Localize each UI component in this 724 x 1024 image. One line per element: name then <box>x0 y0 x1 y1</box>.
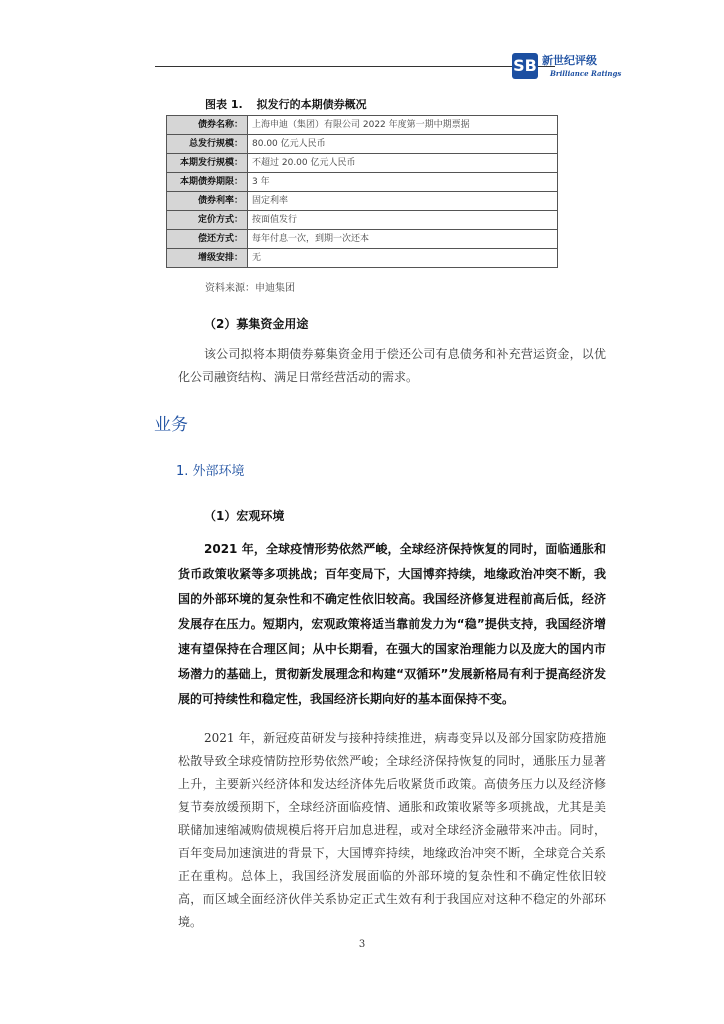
macro-summary-paragraph: 2021 年，全球疫情形势依然严峻，全球经济保持恢复的同时，面临通胀和货币政策收紧等多项挑战；百年变局下，大国博弈持续，地缘政治冲突不断，我国的外部环境的复杂性和不确定性依旧较高。我国经济修复进程前高后低，经济发展存在压力。短期内，宏观政策将适当靠前发力为“稳”提供支持，我国经济增速有望保持在合理区间；从中长期看，在强大的国家治理能力以及庞大的国内市场潜力的基础上，贯彻新发展理念和构建“双循环”发展新格局有利于提高经济发展的可持续性和稳定性，我国经济长期向好的基本面保持不变。 <box>178 542 606 706</box>
row-key: 本期发行规模： <box>167 154 248 173</box>
table-source-note: 资料来源：申迪集团 <box>205 283 295 294</box>
usage-heading: （2）募集资金用途 <box>204 317 309 331</box>
row-key: 债券利率： <box>167 192 248 211</box>
table-row <box>167 173 558 192</box>
subsection-heading-external-environment: 1. 外部环境 <box>176 464 245 479</box>
table-title <box>205 98 367 112</box>
table-row <box>167 116 558 135</box>
usage-paragraph: 该公司拟将本期债券募集资金用于偿还公司有息债务和补充营运资金，以优化公司融资结构、满足日常经营活动的需求。 <box>178 347 606 384</box>
row-value: 固定利率 <box>248 192 558 211</box>
logo <box>512 53 622 83</box>
section-heading-business: 业务 <box>154 415 188 435</box>
bond-summary-table <box>166 115 558 268</box>
table-row <box>167 154 558 173</box>
header-rule <box>155 66 555 67</box>
row-value: 80.00 亿元人民币 <box>248 135 558 154</box>
table-title-text: 拟发行的本期债券概况 <box>256 98 367 111</box>
macro-detail-paragraph: 2021 年，新冠疫苗研发与接种持续推进，病毒变异以及部分国家防疫措施松散导致全球疫情防控形势依然严峻；全球经济保持恢复的同时，通胀压力显著上升，主要新兴经济体和发达经济体先后收紧货币政策。高债务压力以及经济修复节奏放缓预期下，全球经济面临疫情、通胀和政策收紧等多项挑战，尤其是美联储加速缩减购债规模后将开启加息进程，或对全球经济金融带来冲击。同时，百年变局加速演进的背景下，大国博弈持续，地缘政治冲突不断，全球竞合关系正在重构。总体上，我国经济发展面临的外部环境的复杂性和不确定性依旧较高，而区域全面经济伙伴关系协定正式生效有利于我国应对这种不稳定的外部环境。 <box>178 731 606 929</box>
table-row <box>167 192 558 211</box>
row-value: 无 <box>248 249 558 268</box>
table-title-label: 图表 1. <box>205 98 243 111</box>
table-row <box>167 249 558 268</box>
page-number: 3 <box>358 939 366 950</box>
macro-environment-heading: （1）宏观环境 <box>204 509 285 523</box>
table-row <box>167 211 558 230</box>
row-key: 偿还方式： <box>167 230 248 249</box>
row-value: 上海申迪（集团）有限公司 2022 年度第一期中期票据 <box>248 116 558 135</box>
row-key: 增级安排： <box>167 249 248 268</box>
table-row <box>167 135 558 154</box>
logo-english-name: Brilliance Ratings <box>550 69 622 78</box>
row-key: 定价方式： <box>167 211 248 230</box>
row-value: 每年付息一次，到期一次还本 <box>248 230 558 249</box>
row-value: 按面值发行 <box>248 211 558 230</box>
row-value: 3 年 <box>248 173 558 192</box>
row-value: 不超过 20.00 亿元人民币 <box>248 154 558 173</box>
row-key: 债券名称： <box>167 116 248 135</box>
logo-chinese-name: 新世纪评级 <box>542 54 597 67</box>
row-key: 总发行规模： <box>167 135 248 154</box>
logo-mark: SB <box>512 53 538 79</box>
table-row <box>167 230 558 249</box>
row-key: 本期债券期限： <box>167 173 248 192</box>
